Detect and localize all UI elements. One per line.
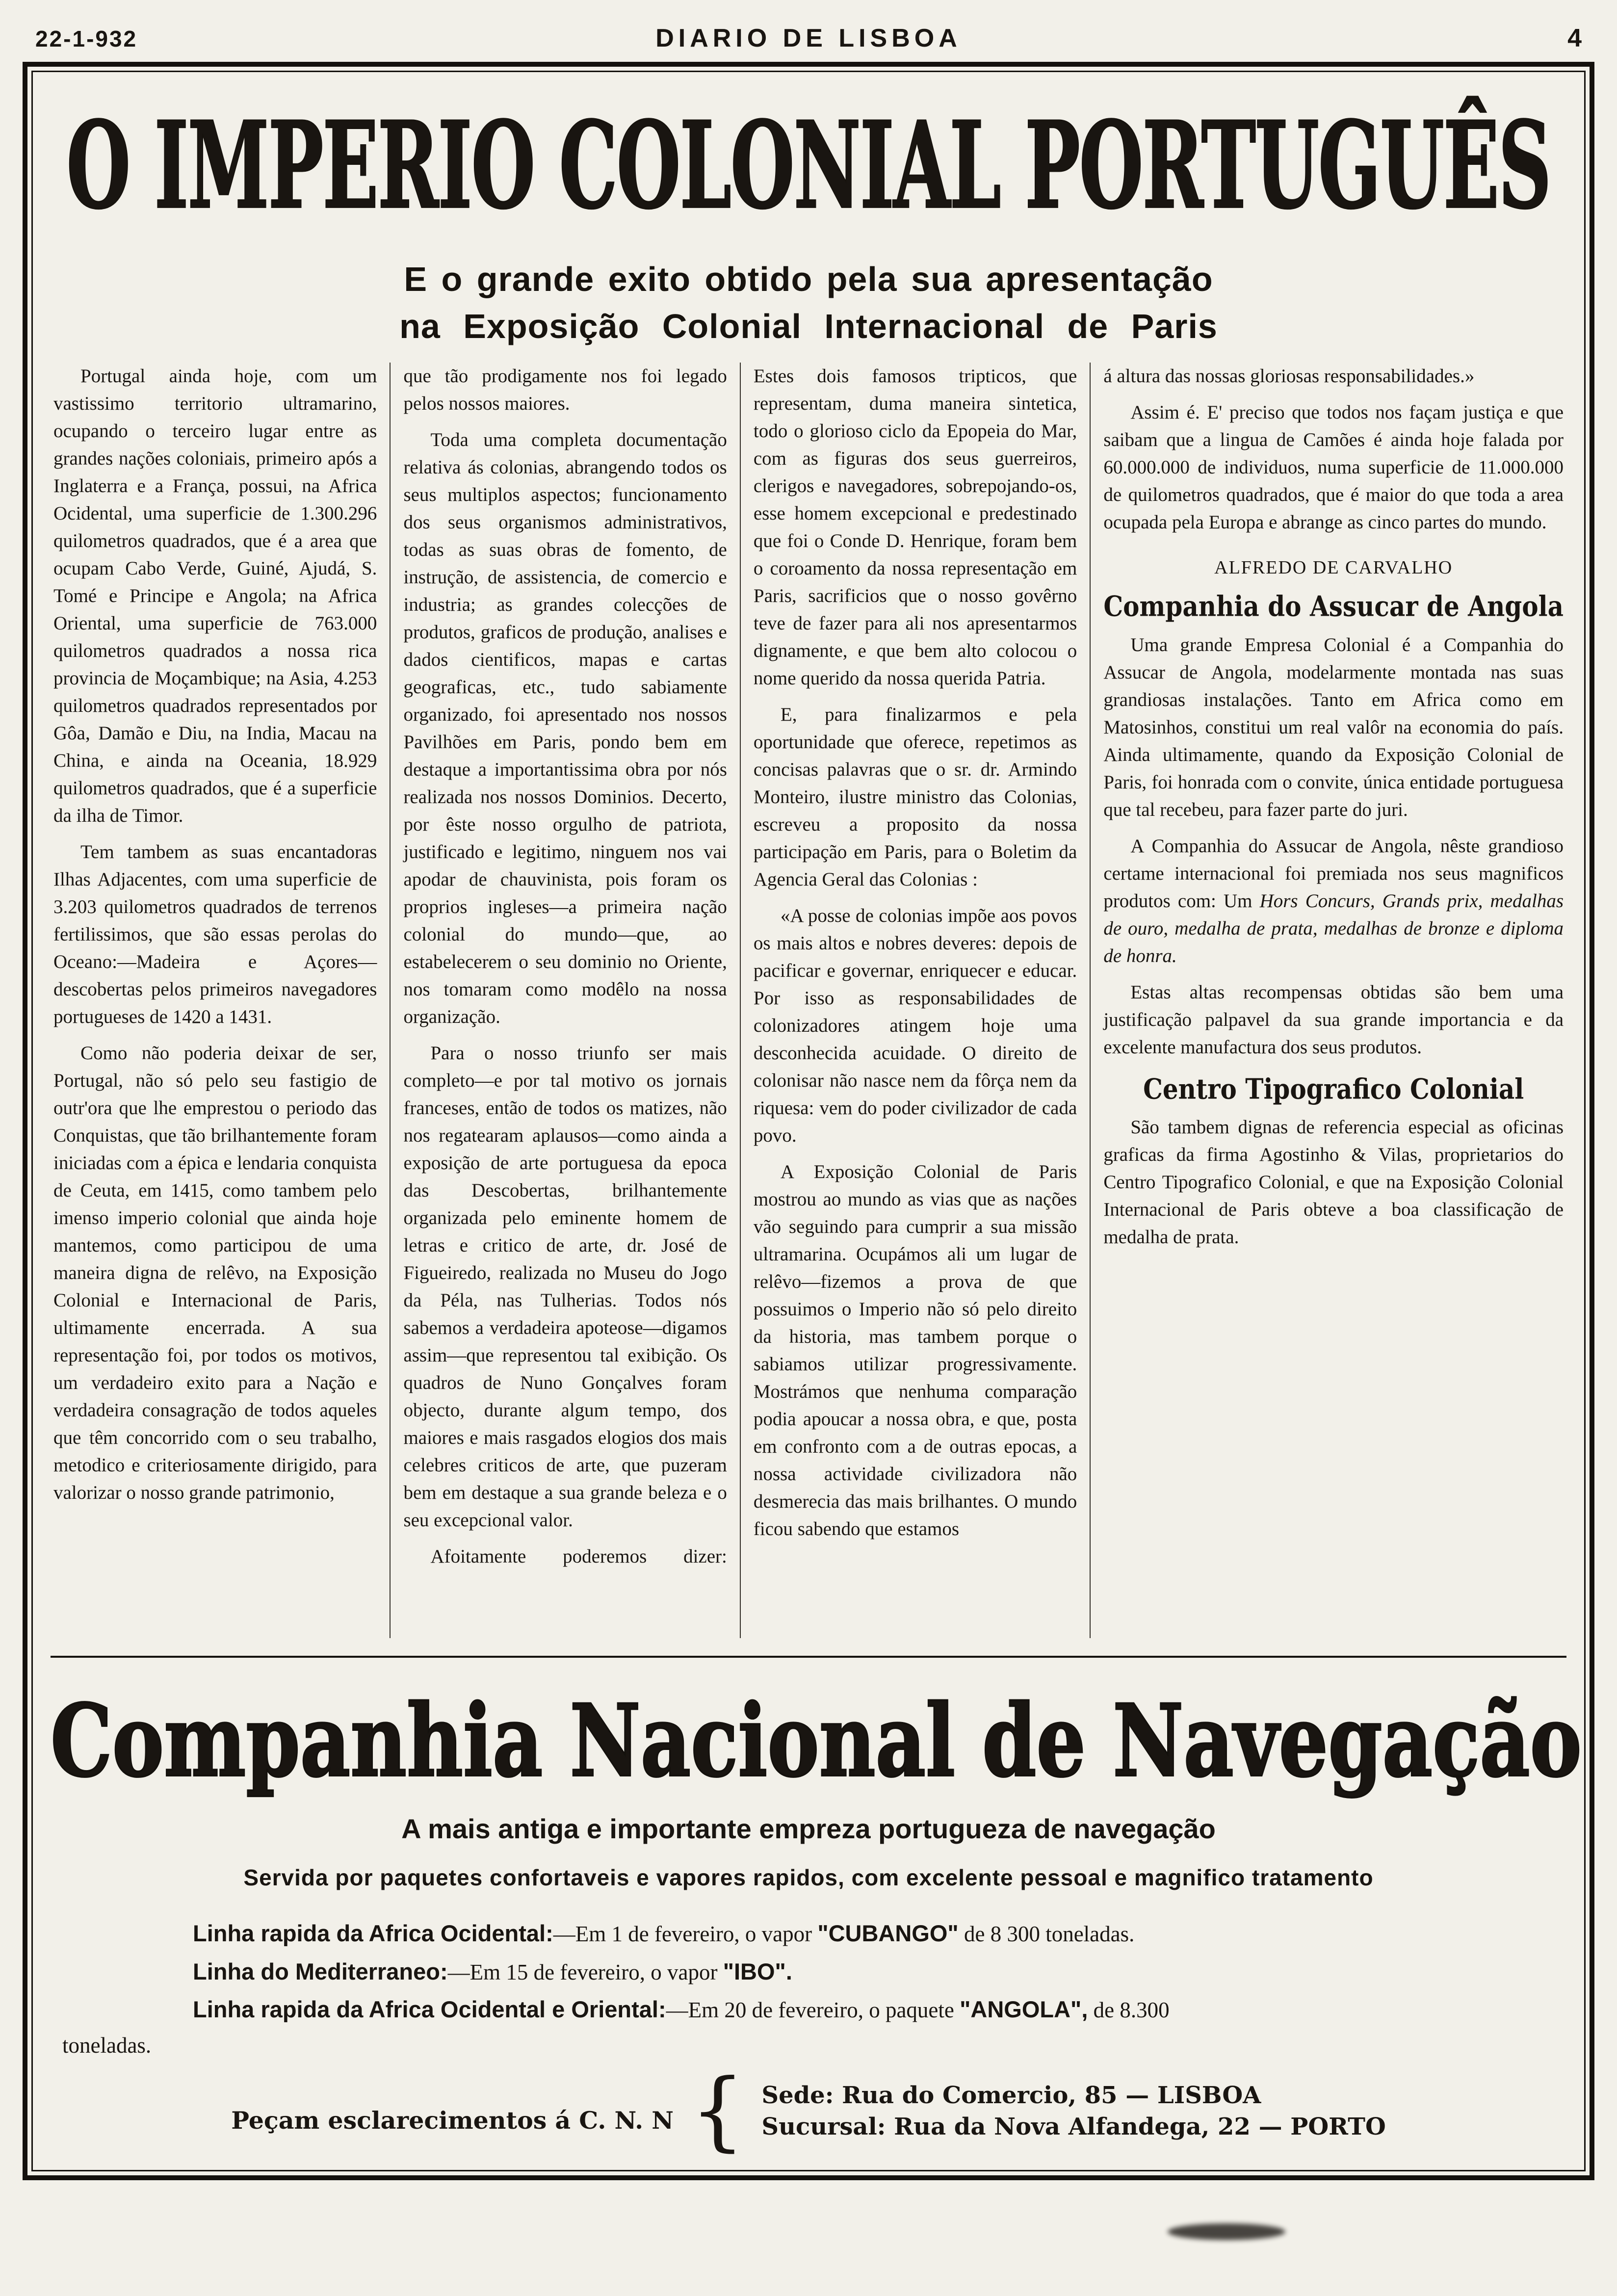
ad-tagline: A mais antiga e importante empreza portugueza de navegação <box>401 1813 1216 1844</box>
article-column-1 <box>51 363 390 1638</box>
route-label: Linha rapida da Africa Ocidental: <box>193 1920 553 1946</box>
ad-route-lines <box>193 1918 1566 2025</box>
paragraph: Para o nosso triunfo ser mais completo—e por tal motivo os jornais franceses, então de todos os matizes, não nos regatearam aplausos—como ainda a exposição de arte portuguesa da epoca das Descobertas, brilhantemente organizada pelo eminente homem de letras e critico de arte, dr. José de Figueiredo, realizada no Museu do Jogo da Péla, nas Tulherias. Todos nós sabemos a verdadeira apoteose—digamos assim—que representou tal exibição. Os quadros de Nuno Gonçalves foram objecto, durante algum tempo, dos maiores e mais rasgados elogios dos mais celebres criticos de arte, que puzeram bem em destaque a sua grande beleza e o seu excepcional valor. <box>403 1043 727 1531</box>
shipping-advertisement <box>51 1656 1582 2161</box>
route-tail: de 8 300 toneladas. <box>958 1922 1135 1946</box>
route-line-continuation: toneladas. <box>62 2033 152 2058</box>
section-heading-centro-tipografico: Centro Tipografico Colonial <box>1143 1072 1524 1105</box>
paragraph: Como não poderia deixar de ser, Portugal, não só pelo seu fastigio de outr'ora que lhe emprestou o periodo das Conquistas, que tão brilhantemente foram iniciadas com a épica e lendaria conquista de Ceuta, em 1415, como tambem pelo imenso imperio colonial que ainda hoje mantemos, como participou de uma maneira digna de relêvo, na Exposição Colonial e Internacional de Paris, ultimamente encerrada. A sua representação foi, por todos os motivos, um verdadeiro exito para a Nação e verdadeira consagração de todos aqueles que têm concorrido com o seu trabalho, metodico e criteriosamente dirigido, para valorizar o nosso grande patrimonio, <box>53 1043 377 1503</box>
route-text: —Em 1 de fevereiro, o vapor <box>553 1922 818 1946</box>
ad-addresses <box>761 2078 1385 2144</box>
paragraph: E, para finalizarmos e pela oportunidade que oferece, repetimos as concisas palavras que o sr. dr. Armindo Monteiro, ilustre ministro das Colonias, escreveu a proposito da nossa participação em Paris, para o Boletim da Agencia Geral das Colonias : <box>753 704 1077 890</box>
ad-title <box>51 1672 1582 1813</box>
ad-address-sucursal: Sucursal: Rua da Nova Alfandega, 22 — PORTO <box>761 2113 1386 2140</box>
ad-title-text: Companhia Nacional de Navegação <box>51 1683 1582 1800</box>
paragraph: Estes dois famosos tripticos, que representam, duma maneira sintetica, todo o glorioso ciclo da Epopeia do Mar, com as figuras dos seus guerreiros, clerigos e navegadores, sobrepojando-os, esse homem excepcional e predestinado que foi o Conde D. Henrique, foram bem o coroamento da nossa representação em Paris, sacrificios que o nosso govêrno teve de fazer para ali nos apresentarmos dignamente, e que bem alto colocou o nome querido da nossa querida Patria. <box>753 365 1077 689</box>
route-label: Linha rapida da Africa Ocidental e Oriental: <box>193 1996 666 2022</box>
running-head <box>23 7 1594 62</box>
page-number: 4 <box>1567 24 1582 52</box>
ad-subtagline: Servida por paquetes confortaveis e vapores rapidos, com excelente pessoal e magnifico tratamento <box>243 1865 1374 1890</box>
paragraph: Assim é. E' preciso que todos nos façam justiça e que saibam que a lingua de Camões é ainda hoje falada por 60.000.000 de individuos, numa superficie de 11.000.000 de quilometros quadrados, que é maior do que toda a area ocupada pela Europa e abrange as cinco partes do mundo. <box>1103 402 1564 533</box>
route-text: —Em 20 de fevereiro, o paquete <box>666 1998 960 2022</box>
route-line-mediterraneo <box>193 1957 1566 1987</box>
article-columns <box>51 363 1566 1638</box>
route-line-ocidental-oriental <box>193 1994 1566 2025</box>
route-tail: de 8.300 <box>1088 1998 1170 2022</box>
article-headline <box>51 85 1566 247</box>
article-column-4 <box>1090 363 1566 1638</box>
article-column-3 <box>740 363 1090 1638</box>
article-frame <box>23 62 1594 2180</box>
article-subheadline-line1: E o grande exito obtido pela sua apresentação <box>404 260 1213 298</box>
ship-name: "ANGOLA", <box>960 1996 1088 2022</box>
ink-smudge-artifact <box>1168 2223 1285 2240</box>
route-label: Linha do Mediterraneo: <box>193 1958 448 1984</box>
paragraph: «A posse de colonias impõe aos povos os mais altos e nobres deveres: depois de pacificar e governar, enriquecer e educar. Por isso as responsabilidades de colonizadores atingem hoje uma desconhecida acuidade. O direito de colonisar não nasce nem da fôrça nem da riquesa: vem do poder civilizador de cada povo. <box>753 905 1077 1146</box>
article-column-2 <box>390 363 739 1638</box>
paragraph: Uma grande Empresa Colonial é a Companhia do Assucar de Angola, modelarmente montada nas suas grandiosas instalações. Tanto em Africa como em Matosinhos, constitui um real valôr na economia do país. Ainda ultimamente, quando da Exposição Colonial de Paris, foi honrada com o convite, única entidade portuguesa que tal recebeu, para fazer parte do juri. <box>1103 634 1564 820</box>
paragraph: á altura das nossas gloriosas responsabilidades.» <box>1103 365 1475 387</box>
brace-glyph: { <box>690 2061 745 2161</box>
paragraph: Tem tambem as suas encantadoras Ilhas Adjacentes, com uma superficie de 3.203 quilometros quadrados de terrenos fertilissimos, que são essas perolas do Oceano:—Madeira e Açores—descobertas pelos primeiros navegadores portugueses de 1420 a 1431. <box>53 841 377 1027</box>
article-subheadline-line2: na Exposição Colonial Internacional de Paris <box>399 307 1218 345</box>
paragraph: Estas altas recompensas obtidas são bem uma justificação palpavel da sua grande importancia e da excelente manufactura dos seus produtos. <box>1103 981 1564 1058</box>
issue-date: 22-1-932 <box>35 26 138 52</box>
ad-contact-block <box>51 2061 1566 2161</box>
paragraph: São tambem dignas de referencia especial as oficinas graficas da firma Agostinho & Vilas, proprietarios do Centro Tipografico Colonial, e que na Exposição Colonial Internacional de Paris obteve a boa classificação de medalha de prata. <box>1103 1117 1564 1248</box>
paragraph: A Exposição Colonial de Paris mostrou ao mundo as vias que as nações vão seguindo para cumprir a sua missão ultramarina. Ocupámos ali um lugar de relêvo—fizemos a prova de que possuimos o Imperio não só pelo direito da historia, mas tambem porque o sabiamos utilizar progressivamente. Mostrámos que nenhuma comparação podia apoucar a nossa obra, e que, posta em confronto com a de outras epocas, a nossa actividade civilizadora não desmerecia das mais brilhantes. O mundo ficou sabendo que estamos <box>753 1161 1077 1539</box>
masthead: DIARIO DE LISBOA <box>655 24 962 52</box>
article-headline-text: O IMPERIO COLONIAL PORTUGUÊS <box>66 96 1551 236</box>
ship-name: "IBO". <box>723 1958 792 1984</box>
route-text: —Em 15 de fevereiro, o vapor <box>447 1959 723 1984</box>
route-line-africa-ocidental <box>193 1918 1566 1949</box>
ship-name: "CUBANGO" <box>817 1920 959 1946</box>
ad-address-sede: Sede: Rua do Comercio, 85 — LISBOA <box>761 2081 1261 2109</box>
paragraph-italic-text: Hors Concurs, Grands prix, medalhas de ouro, medalha de prata, medalhas de bronze e diploma de honra. <box>1103 890 1564 966</box>
paragraph: Toda uma completa documentação relativa ás colonias, abrangendo todos os seus multiplos aspectos; funcionamento dos seus organismos administrativos, todas as suas obras de fomento, de instrução, de assistencia, de comercio e industria; as grandes colecções de produtos, graficos de produção, analises e dados cientificos, mapas e cartas geograficas, etc., tudo sabiamente organizado, foi apresentado nos nossos Pavilhões em Paris, pondo bem em destaque a importantissima obra por nós realizada nos nossos Dominios. Decerto, por êste nosso orgulho de patriota, justificado e legitimo, ninguem nos vai apodar de chauvinista, pois foram os proprios ingleses—a primeira nação colonial do mundo—que, ao estabelecerem o seu dominio no Oriente, nos tomaram como modêlo na nossa organização. <box>403 429 727 1027</box>
paragraph <box>1103 833 1564 970</box>
paragraph-text: A Companhia do Assucar de Angola, nêste grandioso certame internacional foi premiada nos seus magnificos produtos com: Um <box>1103 835 1564 912</box>
paragraph: Afoitamente poderemos dizer: <box>430 1546 727 1567</box>
byline: ALFREDO DE CARVALHO <box>1214 557 1453 578</box>
article-frame-inner <box>31 71 1586 2171</box>
section-heading-assucar-angola: Companhia do Assucar de Angola <box>1103 589 1564 623</box>
ad-contact-text: Peçam esclarecimentos á C. N. N <box>231 2106 674 2135</box>
paragraph: Portugal ainda hoje, com um vastissimo territorio ultramarino, ocupando o terceiro lugar entre as grandes nações coloniais, primeiro após a Inglaterra e a França, possui, na Africa Ocidental, uma superficie de 1.300.296 quilometros quadrados, que é a area que ocupam Cabo Verde, Guiné, Ajudá, S. Tomé e Principe e Angola; na Africa Oriental, uma superficie de 763.000 quilometros quadrados a nossa rica provincia de Moçambique; na Asia, 4.253 quilometros quadrados representados por Gôa, Damão e Diu, na India, Macau na China, e ainda na Oceania, 18.929 quilometros quadrados, que é a superficie da ilha de Timor. <box>53 365 377 826</box>
paragraph: que tão prodigamente nos foi legado pelos nossos maiores. <box>403 365 727 414</box>
